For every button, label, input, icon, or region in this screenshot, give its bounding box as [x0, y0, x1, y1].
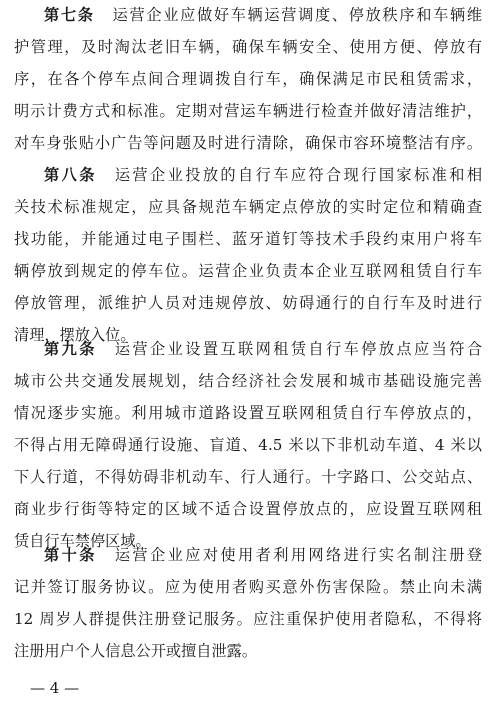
article-text: 运营企业设置互联网租赁自行车停放点应当符合	[114, 340, 483, 358]
article-title: 第八条	[44, 166, 97, 184]
article-line: 序，在各个停车点间合理调拨自行车，确保满足市民租赁需求，	[14, 70, 482, 88]
article-line: 明示计费方式和标准。定期对营运车辆进行检查并做好清洁维护，	[14, 102, 482, 120]
article-title: 第九条	[44, 340, 97, 358]
article-text: 运营企业应做好车辆运营调度、停放秩序和车辆维	[112, 6, 483, 24]
article-line	[44, 164, 482, 186]
article-text: 运营企业应对使用者利用网络进行实名制注册登	[114, 546, 483, 564]
article-line: 注册用户个人信息公开或擅自泄露。	[14, 642, 257, 660]
article-line	[44, 4, 482, 26]
article-line: 下人行道，不得妨碍非机动车、行人通行。十字路口、公交站点、	[14, 468, 482, 486]
article-line: 赁自行车禁停区域。	[14, 532, 151, 550]
article-line: 找功能，并能通过电子围栏、蓝牙道钉等技术手段约束用户将车	[14, 230, 482, 248]
article-line: 护管理，及时淘汰老旧车辆，确保车辆安全、使用方便、停放有	[14, 38, 482, 56]
article-line: 记并签订服务协议。应为使用者购买意外伤害保险。禁止向未满	[14, 578, 482, 596]
article-line	[44, 544, 482, 566]
article-line: 12 周岁人群提供注册登记服务。应注重保护使用者隐私，不得将	[14, 610, 482, 628]
article-title: 第十条	[44, 546, 97, 564]
article-text: 运营企业投放的自行车应符合现行国家标准和相	[114, 166, 483, 184]
article-line: 关技术标准规定，应具备规范车辆定点停放的实时定位和精确查	[14, 198, 482, 216]
article-line: 商业步行街等特定的区域不适合设置停放点的，应设置互联网租	[14, 500, 482, 518]
article-line: 停放管理，派维护人员对违规停放、妨碍通行的自行车及时进行	[14, 294, 482, 312]
article-line: 城市公共交通发展规划，结合经济社会发展和城市基础设施完善	[14, 372, 482, 390]
article-line: 不得占用无障碍通行设施、盲道、4.5 米以下非机动车道、4 米以	[14, 436, 482, 454]
page-number: — 4 —	[30, 679, 80, 697]
article-title: 第七条	[44, 6, 95, 24]
article-line: 辆停放到规定的停车位。运营企业负责本企业互联网租赁自行车	[14, 262, 482, 280]
article-line: 清理，摆放入位。	[14, 326, 136, 344]
article-line	[44, 338, 482, 360]
article-line: 对车身张贴小广告等问题及时进行清除，确保市容环境整洁有序。	[14, 134, 482, 152]
article-line: 情况逐步实施。利用城市道路设置互联网租赁自行车停放点的，	[14, 404, 482, 422]
